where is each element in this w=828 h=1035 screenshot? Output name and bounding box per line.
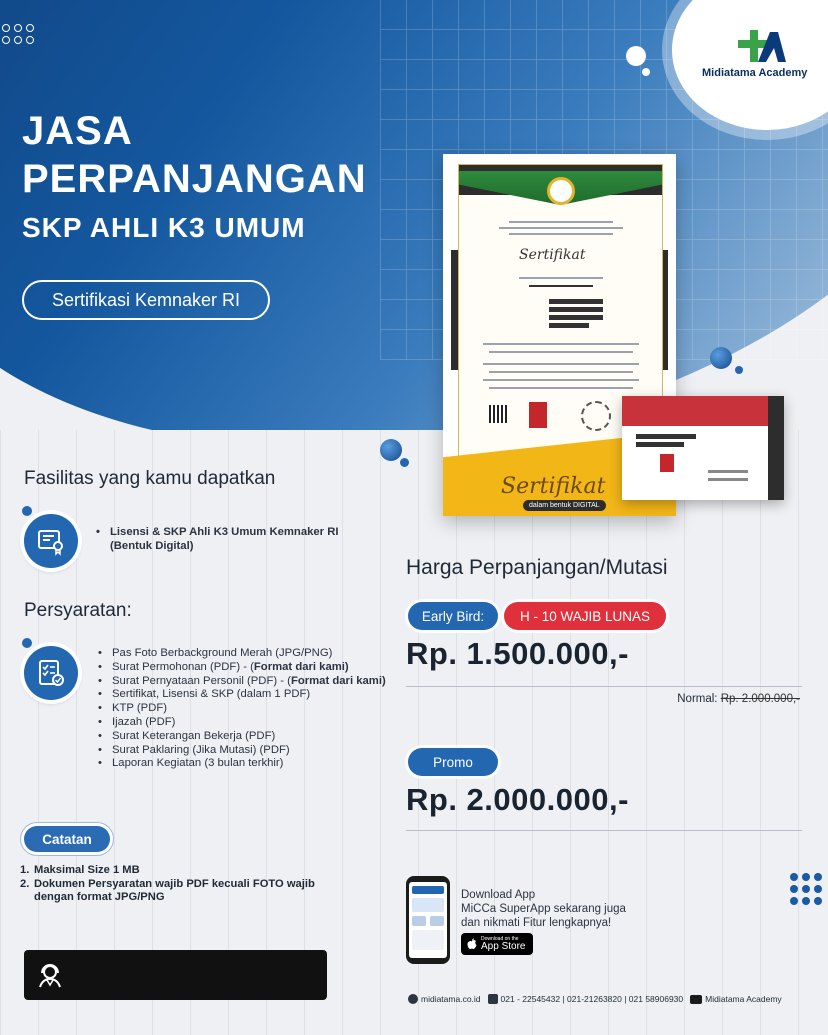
decorative-bubble (380, 439, 402, 461)
pricing-heading: Harga Perpanjangan/Mutasi (406, 556, 668, 579)
youtube-channel[interactable]: Midiatama Academy (705, 994, 782, 1004)
website-link[interactable]: midiatama.co.id (421, 994, 481, 1004)
list-item: 2. Dokumen Persyaratan wajib PDF kecuali FOTO wajib dengan format JPG/PNG (20, 877, 315, 903)
certificate-caption: dalam bentuk DIGITAL (523, 500, 606, 511)
list-item: • Lisensi & SKP Ahli K3 Umum Kemnaker RI (Bentuk Digital) (96, 526, 376, 554)
title-line-2: PERPANJANGAN (22, 157, 367, 201)
phone-icon (488, 994, 498, 1004)
deadline-badge: H - 10 WAJIB LUNAS (504, 602, 666, 630)
list-item: • Ijazah (PDF) (98, 716, 388, 730)
title-line-1: JASA (22, 109, 133, 153)
early-bird-badge: Early Bird: (408, 602, 498, 630)
decorative-dots-icon (2, 24, 34, 44)
decorative-bubble (626, 46, 646, 66)
title-line-3: SKP AHLI K3 UMUM (22, 212, 306, 243)
phone-mockup (406, 876, 450, 964)
certificate-icon (24, 514, 78, 568)
list-item: • Surat Pernyataan Personil (PDF) - (Format dari kami) (98, 675, 388, 689)
list-item: 1. Maksimal Size 1 MB (20, 864, 140, 876)
photo-placeholder (660, 454, 674, 472)
requirements-list (98, 647, 388, 771)
decorative-dots-icon (790, 873, 822, 905)
promo-badge: Promo (408, 748, 498, 776)
notes-list (20, 864, 340, 905)
certificate-script-label: Sertifikat (501, 474, 606, 499)
list-item: • Surat Permohonan (PDF) - (Format dari kami) (98, 661, 388, 675)
promo-price: Rp. 2.000.000,- (406, 782, 629, 817)
footer-contacts (408, 994, 782, 1004)
stamp-icon (581, 401, 611, 431)
apple-icon (467, 938, 477, 950)
photo-placeholder (529, 402, 547, 428)
app-store-button[interactable]: Download on the App Store (461, 933, 533, 955)
list-item: • Pas Foto Berbackground Merah (JPG/PNG) (98, 647, 388, 661)
globe-icon (408, 994, 418, 1004)
kemnaker-emblem-icon (547, 177, 575, 205)
qr-code-icon (489, 405, 507, 423)
subtitle-pill: Sertifikasi Kemnaker RI (22, 280, 270, 320)
requirements-heading: Persyaratan: (24, 600, 132, 621)
facilities-list (96, 526, 376, 554)
contact-bar[interactable] (24, 950, 327, 1000)
decorative-bubble (710, 347, 732, 369)
app-promo-text: Download App MiCCa SuperApp sekarang juga dan nikmati Fitur lengkapnya! (461, 889, 626, 929)
customer-service-icon (36, 961, 64, 989)
decorative-bubble (735, 366, 743, 374)
list-item: • Surat Keterangan Bekerja (PDF) (98, 730, 388, 744)
decorative-bubble (400, 458, 409, 467)
list-item: • KTP (PDF) (98, 702, 388, 716)
list-item: • Laporan Kegiatan (3 bulan terkhir) (98, 757, 388, 771)
checklist-icon (24, 646, 78, 700)
youtube-icon (690, 995, 702, 1004)
notes-label: Catatan (24, 826, 110, 852)
license-card-mockup (622, 396, 784, 500)
brand-logo-icon (728, 28, 788, 66)
brand-name: Midiatama Academy (702, 67, 808, 79)
list-item: • Surat Paklaring (Jika Mutasi) (PDF) (98, 744, 388, 758)
decorative-bubble (642, 68, 650, 76)
facilities-heading: Fasilitas yang kamu dapatkan (24, 468, 276, 489)
list-item: • Sertifikat, Lisensi & SKP (dalam 1 PDF) (98, 688, 388, 702)
divider (406, 830, 802, 831)
certificate-title: Sertifikat (519, 247, 586, 263)
page-title (22, 108, 367, 248)
normal-price: Normal: Rp. 2.000.000,- (677, 693, 800, 705)
divider (406, 686, 802, 687)
early-bird-price: Rp. 1.500.000,- (406, 636, 629, 671)
phone-numbers: 021 - 22545432 | 021-21263820 | 021 58906930 (500, 994, 684, 1004)
